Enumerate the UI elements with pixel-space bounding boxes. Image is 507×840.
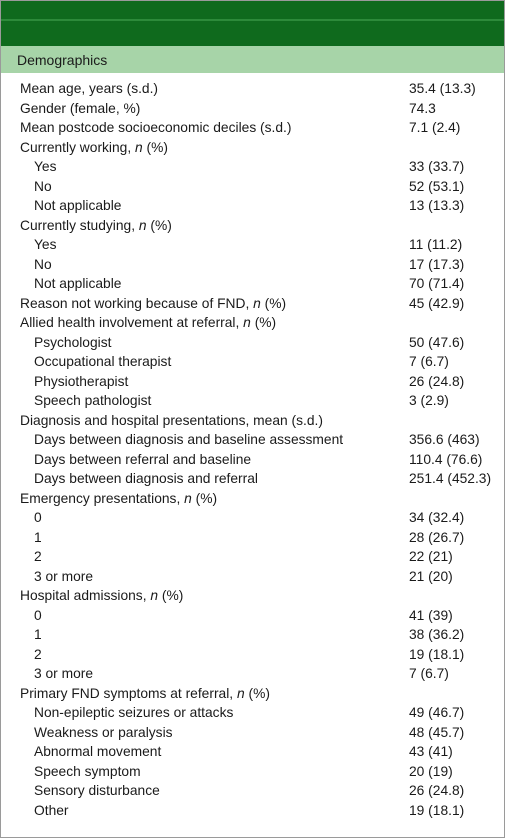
row-value-text: 356.6 (463) — [409, 432, 480, 447]
table-row — [1, 99, 504, 119]
row-label-suffix: (%) — [142, 139, 168, 155]
row-value — [409, 216, 504, 236]
table-row — [1, 606, 504, 626]
row-label-text: Gender (female, %) — [20, 100, 141, 116]
row-value-text: 43 (41) — [409, 744, 453, 759]
table-row — [1, 333, 504, 353]
table-row — [1, 196, 504, 216]
row-label-text: No — [34, 178, 52, 194]
row-label — [1, 118, 409, 138]
row-value-text: 19 (18.1) — [409, 802, 465, 818]
row-value-text: 48 (45.7) — [409, 724, 465, 740]
row-label-text: Sensory disturbance — [34, 783, 160, 798]
row-value — [409, 235, 504, 255]
row-label-text: Not applicable — [34, 276, 122, 291]
row-value-text: 251.4 (452.3) — [409, 471, 492, 486]
table-row — [1, 664, 504, 684]
row-value — [409, 79, 504, 99]
row-label — [1, 450, 409, 470]
section-heading-label: Demographics — [17, 51, 108, 68]
table-row — [1, 586, 504, 606]
row-label — [1, 333, 409, 353]
table-header-band — [1, 1, 504, 46]
table-row — [1, 79, 504, 99]
row-value — [409, 255, 504, 275]
row-label-suffix: (%) — [250, 315, 277, 330]
row-label-suffix: (%) — [191, 490, 218, 506]
table-row — [1, 645, 504, 665]
table-row — [1, 801, 504, 821]
row-value-text: 28 (26.7) — [409, 529, 465, 545]
row-label — [1, 547, 409, 567]
row-value — [409, 391, 504, 411]
row-label — [1, 391, 409, 411]
row-value — [409, 781, 504, 801]
row-label — [1, 216, 409, 236]
row-label — [1, 79, 409, 99]
row-label — [1, 177, 409, 197]
row-label-text: Primary FND symptoms at referral, — [20, 685, 237, 701]
row-value — [409, 508, 504, 528]
row-label — [1, 508, 409, 528]
row-label — [1, 235, 409, 255]
row-value-text: 7.1 (2.4) — [409, 120, 461, 135]
row-value — [409, 684, 504, 704]
row-label-text: 2 — [34, 646, 42, 662]
row-label-text: 2 — [34, 549, 42, 564]
row-value-text: 50 (47.6) — [409, 334, 465, 350]
row-label-text: Occupational therapist — [34, 354, 172, 369]
row-value — [409, 138, 504, 158]
table-row — [1, 391, 504, 411]
table-row — [1, 372, 504, 392]
row-value — [409, 723, 504, 743]
row-label — [1, 411, 409, 431]
row-value — [409, 703, 504, 723]
row-value-text: 21 (20) — [409, 568, 453, 584]
row-value-text: 110.4 (76.6) — [409, 451, 483, 467]
row-label-suffix: (%) — [260, 295, 287, 311]
row-label — [1, 567, 409, 587]
row-label — [1, 489, 409, 509]
row-value — [409, 528, 504, 548]
row-value-text: 3 (2.9) — [409, 393, 449, 408]
row-label-text: 1 — [34, 529, 42, 545]
row-label — [1, 606, 409, 626]
row-label-text: 0 — [34, 510, 42, 525]
row-value — [409, 196, 504, 216]
row-label-text: Allied health involvement at referral, — [20, 315, 244, 330]
row-label-text: Weakness or paralysis — [34, 724, 173, 740]
row-value-text: 7 (6.7) — [409, 354, 449, 369]
row-label-text: Days between referral and baseline — [34, 451, 252, 467]
row-value-text: 70 (71.4) — [409, 276, 465, 291]
row-label-text: Speech symptom — [34, 763, 141, 779]
table-row — [1, 352, 504, 372]
row-label-italic: n — [236, 685, 245, 701]
table-row — [1, 138, 504, 158]
row-value — [409, 118, 504, 138]
row-label-text: Yes — [34, 237, 57, 252]
row-label — [1, 469, 409, 489]
row-value — [409, 274, 504, 294]
row-label — [1, 138, 409, 158]
row-label — [1, 294, 409, 314]
row-label-text: No — [34, 256, 52, 272]
row-label — [1, 625, 409, 645]
table-row — [1, 625, 504, 645]
row-label — [1, 684, 409, 704]
row-label-suffix: (%) — [146, 217, 172, 233]
row-value — [409, 177, 504, 197]
data-rows — [1, 79, 504, 820]
table-row — [1, 411, 504, 431]
row-label-text: Not applicable — [34, 198, 122, 213]
row-value-text: 26 (24.8) — [409, 373, 465, 389]
row-value-text: 22 (21) — [409, 549, 453, 564]
row-value — [409, 625, 504, 645]
row-value — [409, 333, 504, 353]
row-label — [1, 762, 409, 782]
table-row — [1, 118, 504, 138]
table-row — [1, 216, 504, 236]
row-label — [1, 372, 409, 392]
row-label — [1, 274, 409, 294]
row-value-text: 41 (39) — [409, 607, 453, 623]
row-value-text: 34 (32.4) — [409, 510, 465, 525]
row-label-text: Abnormal movement — [34, 744, 162, 759]
row-value-text: 13 (13.3) — [409, 198, 465, 213]
row-label — [1, 742, 409, 762]
row-label — [1, 723, 409, 743]
row-value — [409, 567, 504, 587]
table-row — [1, 781, 504, 801]
table-row — [1, 508, 504, 528]
row-value — [409, 313, 504, 333]
row-label-text: 0 — [34, 607, 42, 623]
row-label-italic: n — [138, 217, 147, 233]
row-value — [409, 99, 504, 119]
table-row — [1, 703, 504, 723]
row-label-text: 3 or more — [34, 568, 94, 584]
table-row — [1, 177, 504, 197]
row-label — [1, 352, 409, 372]
row-label-italic: n — [135, 139, 143, 155]
table-row — [1, 489, 504, 509]
row-label-text: 3 or more — [34, 666, 94, 681]
row-value — [409, 606, 504, 626]
table-row — [1, 742, 504, 762]
row-value-text: 7 (6.7) — [409, 666, 449, 681]
row-value-text: 52 (53.1) — [409, 178, 465, 194]
table-row — [1, 723, 504, 743]
row-value-text: 45 (42.9) — [409, 295, 465, 311]
row-value — [409, 411, 504, 431]
table-row — [1, 274, 504, 294]
row-label-italic: n — [184, 490, 192, 506]
row-label — [1, 196, 409, 216]
header-divider — [1, 19, 504, 21]
row-label-text: Speech pathologist — [34, 393, 152, 408]
table-row — [1, 255, 504, 275]
row-label — [1, 645, 409, 665]
row-label — [1, 255, 409, 275]
row-value — [409, 801, 504, 821]
table-row — [1, 157, 504, 177]
row-value-text: 74.3 — [409, 100, 436, 116]
row-label-text: Emergency presentations, — [20, 490, 185, 506]
row-label-text: Psychologist — [34, 334, 112, 350]
row-label — [1, 99, 409, 119]
row-value — [409, 157, 504, 177]
row-label — [1, 664, 409, 684]
row-label-suffix: (%) — [244, 685, 270, 701]
row-value-text: 20 (19) — [409, 763, 453, 779]
row-label-text: Days between diagnosis and baseline assessment — [34, 432, 344, 447]
row-label — [1, 586, 409, 606]
row-label — [1, 703, 409, 723]
row-label — [1, 801, 409, 821]
row-label-text: Currently studying, — [20, 217, 139, 233]
row-value — [409, 586, 504, 606]
table-row — [1, 313, 504, 333]
table-row — [1, 567, 504, 587]
row-value — [409, 469, 504, 489]
row-label-text: Days between diagnosis and referral — [34, 471, 258, 486]
row-value-text: 11 (11.2) — [409, 237, 463, 252]
table-row — [1, 430, 504, 450]
row-label — [1, 528, 409, 548]
table-row — [1, 294, 504, 314]
row-label-text: 1 — [34, 627, 42, 642]
row-label-text: Physiotherapist — [34, 373, 129, 389]
row-label-italic: n — [243, 315, 251, 330]
section-heading — [1, 46, 504, 73]
row-label-text: Mean age, years (s.d.) — [20, 81, 159, 96]
row-label-text: Mean postcode socioeconomic deciles (s.d.) — [20, 120, 292, 135]
row-value — [409, 547, 504, 567]
row-value — [409, 489, 504, 509]
row-label-text: Hospital admissions, — [20, 588, 151, 603]
row-label-suffix: (%) — [158, 588, 184, 603]
row-label — [1, 157, 409, 177]
row-label-italic: n — [150, 588, 159, 603]
row-value-text: 17 (17.3) — [409, 256, 465, 272]
row-label — [1, 430, 409, 450]
row-value — [409, 352, 504, 372]
row-value-text: 35.4 (13.3) — [409, 81, 476, 96]
row-label-text: Yes — [34, 159, 57, 174]
row-value-text: 26 (24.8) — [409, 783, 465, 798]
row-value — [409, 372, 504, 392]
table-row — [1, 469, 504, 489]
row-value — [409, 430, 504, 450]
row-value — [409, 450, 504, 470]
row-value-text: 49 (46.7) — [409, 705, 465, 720]
table-row — [1, 528, 504, 548]
row-value — [409, 294, 504, 314]
row-label-text: Reason not working because of FND, — [20, 295, 254, 311]
table-row — [1, 450, 504, 470]
table-row — [1, 684, 504, 704]
row-label-text: Currently working, — [20, 139, 136, 155]
row-label — [1, 781, 409, 801]
row-value — [409, 762, 504, 782]
row-label-text: Non-epileptic seizures or attacks — [34, 705, 234, 720]
row-value-text: 19 (18.1) — [409, 646, 465, 662]
table-row — [1, 547, 504, 567]
row-value-text: 33 (33.7) — [409, 159, 465, 174]
row-label-text: Diagnosis and hospital presentations, mean (s.d.) — [20, 412, 323, 428]
row-label — [1, 313, 409, 333]
row-value-text: 38 (36.2) — [409, 627, 465, 642]
row-value — [409, 742, 504, 762]
row-label-text: Other — [34, 802, 69, 818]
row-label-italic: n — [253, 295, 261, 311]
row-value — [409, 664, 504, 684]
row-value — [409, 645, 504, 665]
table-row — [1, 235, 504, 255]
table-row — [1, 762, 504, 782]
